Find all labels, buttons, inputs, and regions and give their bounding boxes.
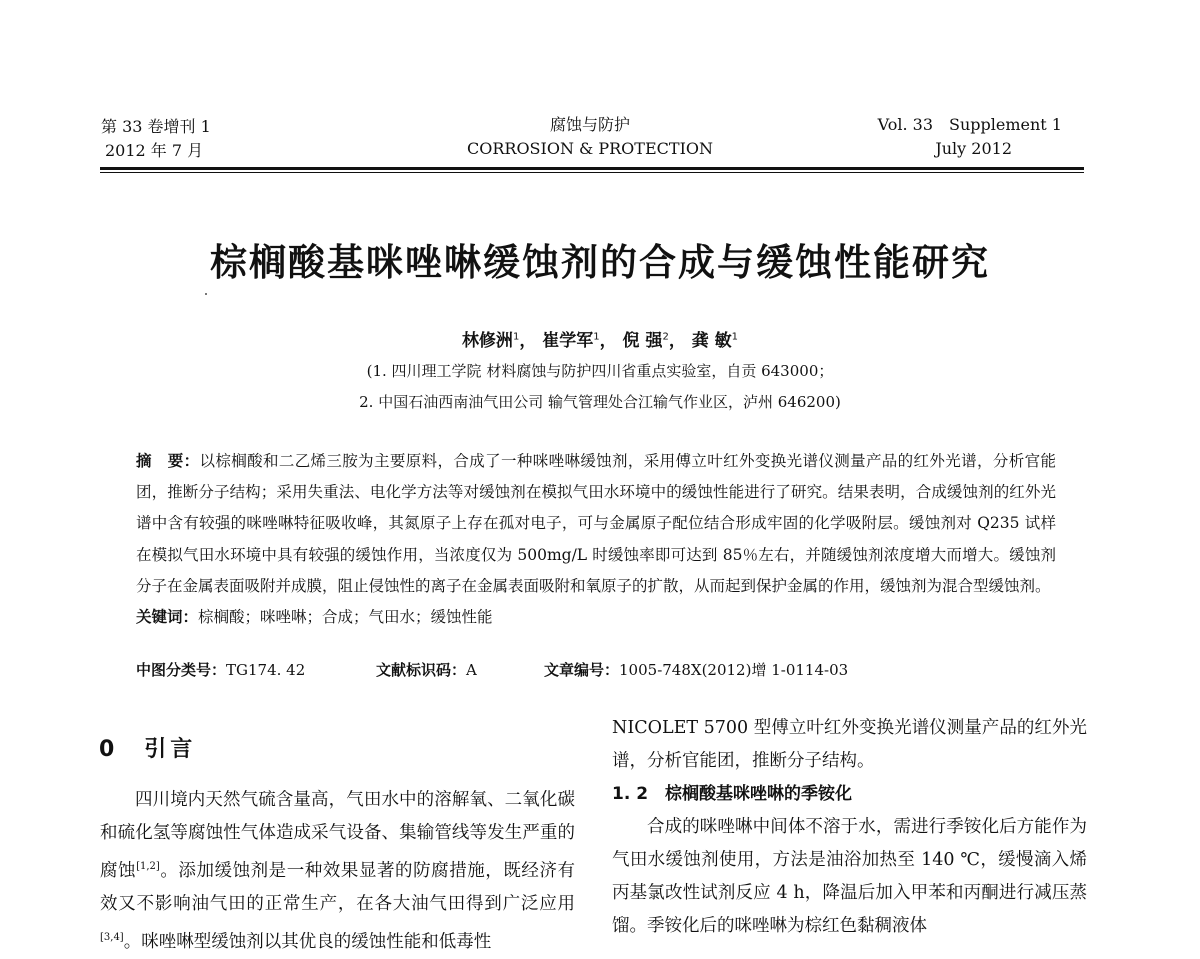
author-separator: ， — [519, 331, 537, 351]
author-affil-mark: 1 — [731, 331, 739, 343]
clc-value: TG174. 42 — [226, 661, 306, 679]
abstract-label: 摘 要： — [136, 452, 200, 470]
author-name: 林修洲 — [461, 331, 513, 351]
doc-code-value: A — [466, 661, 477, 679]
keywords-text: 棕榈酸；咪唑啉；合成；气田水；缓蚀性能 — [198, 608, 493, 627]
author-name: 崔学军 — [542, 331, 594, 351]
author-affil-mark: 1 — [593, 331, 600, 343]
affiliation-2: 2. 中国石油西南油气田公司 输气管理处合江输气作业区，泸州 646200) — [359, 393, 841, 411]
journal-name — [400, 113, 780, 161]
intro-text-c: 。咪唑啉型缓蚀剂以其优良的缓蚀性能和低毒性 — [123, 931, 492, 952]
article-number — [544, 659, 848, 680]
author-affil-mark: 1 — [512, 331, 520, 343]
clc-label: 中图分类号： — [136, 661, 227, 679]
affiliation-1: (1. 四川理工学院 材料腐蚀与防护四川省重点实验室，自贡 643000； — [366, 362, 834, 380]
article-number-value: 1005-748X(2012)增 1-0114-03 — [619, 661, 849, 679]
author-name: 龚 敏 — [691, 331, 732, 351]
citation-ref: [1,2] — [136, 861, 160, 872]
journal-name-en: CORROSION & PROTECTION — [466, 139, 713, 158]
volume-issue: 第 33 卷增刊 1 — [101, 117, 211, 136]
subsection-heading-quaternization: 1. 2 棕榈酸基咪唑啉的季铵化 — [612, 784, 853, 804]
header-rule-thin — [100, 172, 1084, 173]
citation-ref: [3,4] — [100, 931, 124, 943]
introduction-body — [100, 784, 575, 959]
author-name: 倪 强 — [622, 331, 663, 351]
quaternization-paragraph: 合成的咪唑啉中间体不溶于水，需进行季铵化后方能作为气田水缓蚀剂使用，方法是油浴加热至 140 ℃，缓慢滴入烯丙基氯改性试剂反应 4 h，降温后加入甲苯和丙酮进行减压蒸馏。季铵化后的咪唑啉为棕红色黏稠液体 — [612, 817, 1087, 936]
article-number-label: 文章编号： — [544, 661, 620, 679]
method-continuation: NICOLET 5700 型傅立叶红外变换光谱仪测量产品的红外光谱，分析官能团，推断分子结构。 — [612, 718, 1087, 771]
abstract-text: 以棕榈酸和二乙烯三胺为主要原料，合成了一种咪唑啉缓蚀剂，采用傅立叶红外变换光谱仪测量产品的红外光谱，分析官能团，推断分子结构；采用失重法、电化学方法等对缓蚀剂在模拟气田水环境中的缓蚀性能进行了研究。结果表明，合成缓蚀剂的红外光谱中含有较强的咪唑啉特征吸收峰，其氮原子上存在孤对电子，可与金属原子配位结合形成牢固的化学吸附层。缓蚀剂对 Q235 试样在模拟气田水环境中具有较强的缓蚀作用，当浓度仅为 500mg/L 时缓蚀率即可达到 85％左右，并随缓蚀剂浓度增大而增大。缓蚀剂分子在金属表面吸附并成膜，阻止侵蚀性的离子在金属表面吸附和氧原子的扩散，从而起到保护金属的作用，缓蚀剂为混合型缓蚀剂。 — [136, 452, 1056, 595]
introduction-paragraph — [100, 784, 575, 959]
volume-en: Vol. 33 Supplement 1 — [877, 115, 1062, 134]
scan-speck — [205, 293, 207, 295]
abstract-block — [136, 446, 1056, 633]
section-heading-introduction: 0 引言 — [99, 737, 197, 762]
intro-text-b: 。添加缓蚀剂是一种效果显著的防腐措施，既经济有效又不影响油气田的正常生产，在各大油气田得到广泛应用 — [100, 860, 576, 914]
document-code — [376, 659, 477, 680]
doc-code-label: 文献标识码： — [376, 661, 467, 679]
publication-date: 2012 年 7 月 — [105, 141, 204, 160]
paper-title: 棕榈酸基咪唑啉缓蚀剂的合成与缓蚀性能研究 — [210, 241, 990, 284]
journal-volume-en — [850, 113, 1062, 161]
author-separator: ， — [668, 331, 686, 351]
keywords — [136, 602, 1056, 633]
header-rule-thick — [100, 167, 1084, 170]
keywords-label: 关键词： — [136, 608, 199, 627]
author-affil-mark: 2 — [662, 331, 669, 343]
intro-text-a: 四川境内天然气硫含量高，气田水中的溶解氧、二氧化碳和硫化氢等腐蚀性气体造成采气设备、集输管线等发生严重的腐蚀 — [100, 790, 575, 881]
right-column-body — [612, 712, 1087, 943]
author-list — [300, 326, 900, 351]
author-separator: ， — [599, 331, 617, 351]
abstract — [136, 446, 1056, 602]
date-en: July 2012 — [935, 139, 1012, 158]
journal-name-cn: 腐蚀与防护 — [549, 115, 630, 134]
clc-number — [136, 659, 305, 680]
journal-issue — [101, 115, 211, 163]
